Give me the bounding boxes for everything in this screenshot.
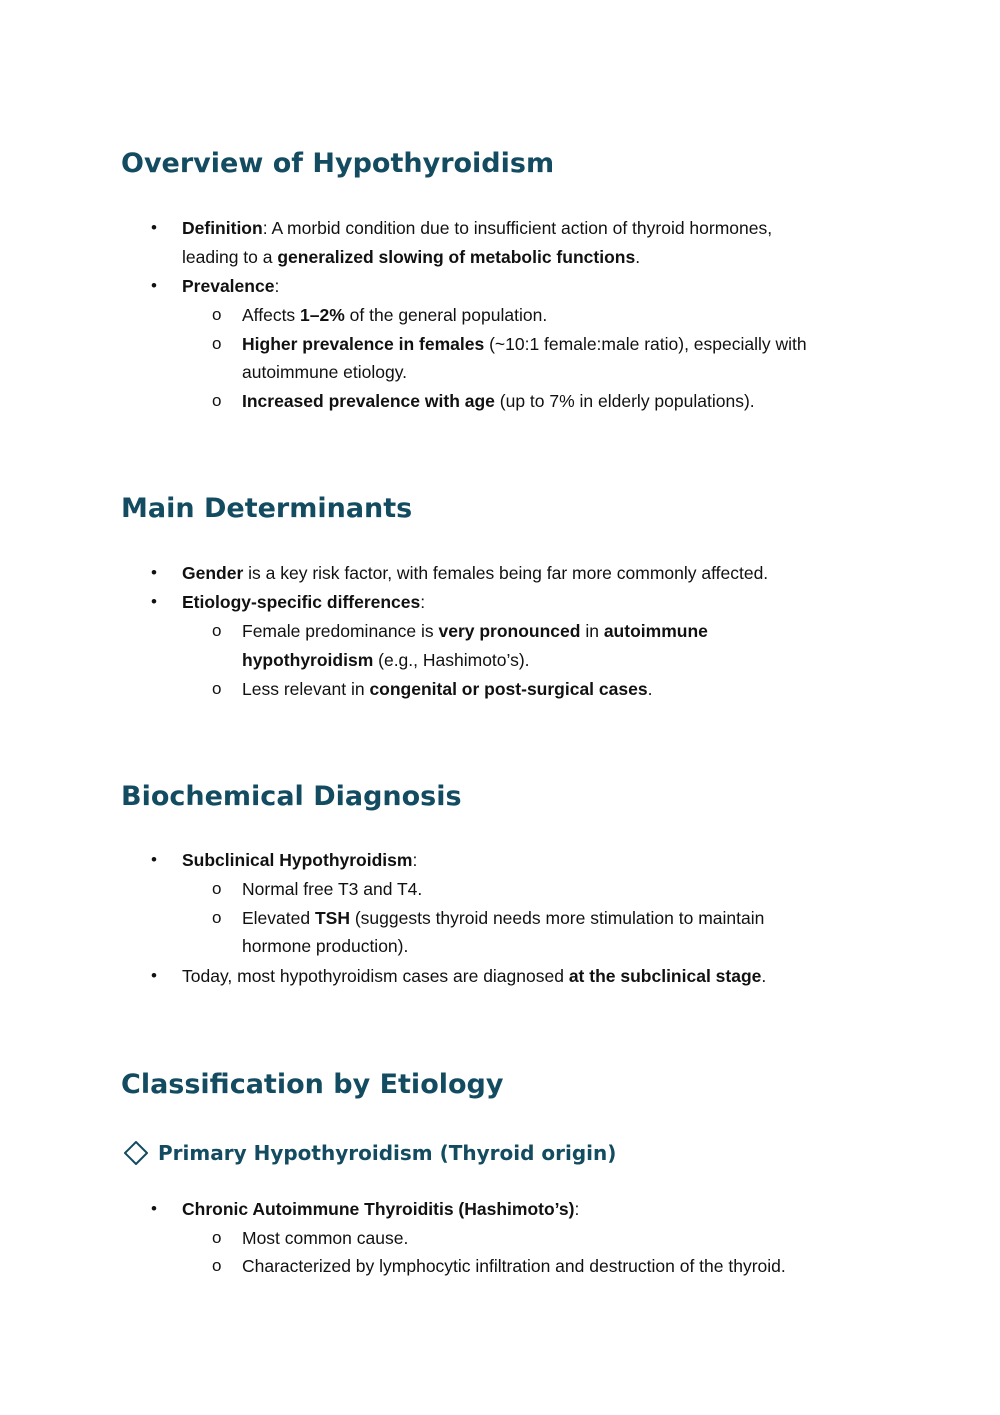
sub-item-cont: autoimmune etiology. (242, 362, 408, 382)
heading-biochemical: Biochemical Diagnosis (121, 781, 462, 812)
sub-bullet: o (212, 391, 222, 410)
list-item-prevalence: Prevalence: (182, 276, 280, 296)
sub-item: Most common cause. (242, 1228, 409, 1248)
bullet: • (151, 563, 157, 582)
sub-item-cont: hypothyroidism (e.g., Hashimoto’s). (242, 650, 530, 670)
bullet: • (151, 276, 157, 295)
diamond-outline-icon (123, 1140, 149, 1166)
list-item-definition: Definition: A morbid condition due to insufficient action of thyroid hormones, (182, 218, 773, 238)
list-item-subclinical: Subclinical Hypothyroidism: (182, 850, 418, 870)
sub-bullet: o (212, 305, 222, 324)
list-item-gender: Gender is a key risk factor, with females being far more commonly affected. (182, 563, 769, 583)
bullet: • (151, 850, 157, 869)
list-item-etiology: Etiology-specific differences: (182, 592, 426, 612)
bullet: • (151, 218, 157, 237)
sub-bullet: o (212, 908, 222, 927)
sub-item: Characterized by lymphocytic infiltration and destruction of the thyroid. (242, 1256, 786, 1276)
sub-bullet: o (212, 334, 222, 353)
list-item-definition-cont: leading to a generalized slowing of metabolic functions. (182, 247, 641, 267)
sub-item: Female predominance is very pronounced in autoimmune (242, 621, 708, 641)
sub-item: Elevated TSH (suggests thyroid needs more stimulation to maintain (242, 908, 765, 928)
sub-bullet: o (212, 621, 222, 640)
sub-item: Higher prevalence in females (~10:1 female:male ratio), especially with (242, 334, 807, 354)
subheading-text: Primary Hypothyroidism (Thyroid origin) (158, 1141, 617, 1165)
sub-bullet: o (212, 879, 222, 898)
heading-overview: Overview of Hypothyroidism (121, 148, 555, 179)
sub-item: Less relevant in congenital or post-surgical cases. (242, 679, 653, 699)
heading-determinants: Main Determinants (121, 493, 413, 524)
bullet: • (151, 1199, 157, 1218)
sub-bullet: o (212, 679, 222, 698)
heading-classification: Classification by Etiology (121, 1069, 504, 1100)
sub-bullet: o (212, 1256, 222, 1275)
bullet: • (151, 592, 157, 611)
sub-item: Affects 1–2% of the general population. (242, 305, 548, 325)
list-item-today: Today, most hypothyroidism cases are diagnosed at the subclinical stage. (182, 966, 767, 986)
sub-item-cont: hormone production). (242, 936, 409, 956)
list-item-hashimoto: Chronic Autoimmune Thyroiditis (Hashimoto’s): (182, 1199, 580, 1219)
subheading-primary (123, 1139, 616, 1167)
bullet: • (151, 966, 157, 985)
sub-bullet: o (212, 1228, 222, 1247)
sub-item: Normal free T3 and T4. (242, 879, 423, 899)
sub-item: Increased prevalence with age (up to 7% in elderly populations). (242, 391, 755, 411)
